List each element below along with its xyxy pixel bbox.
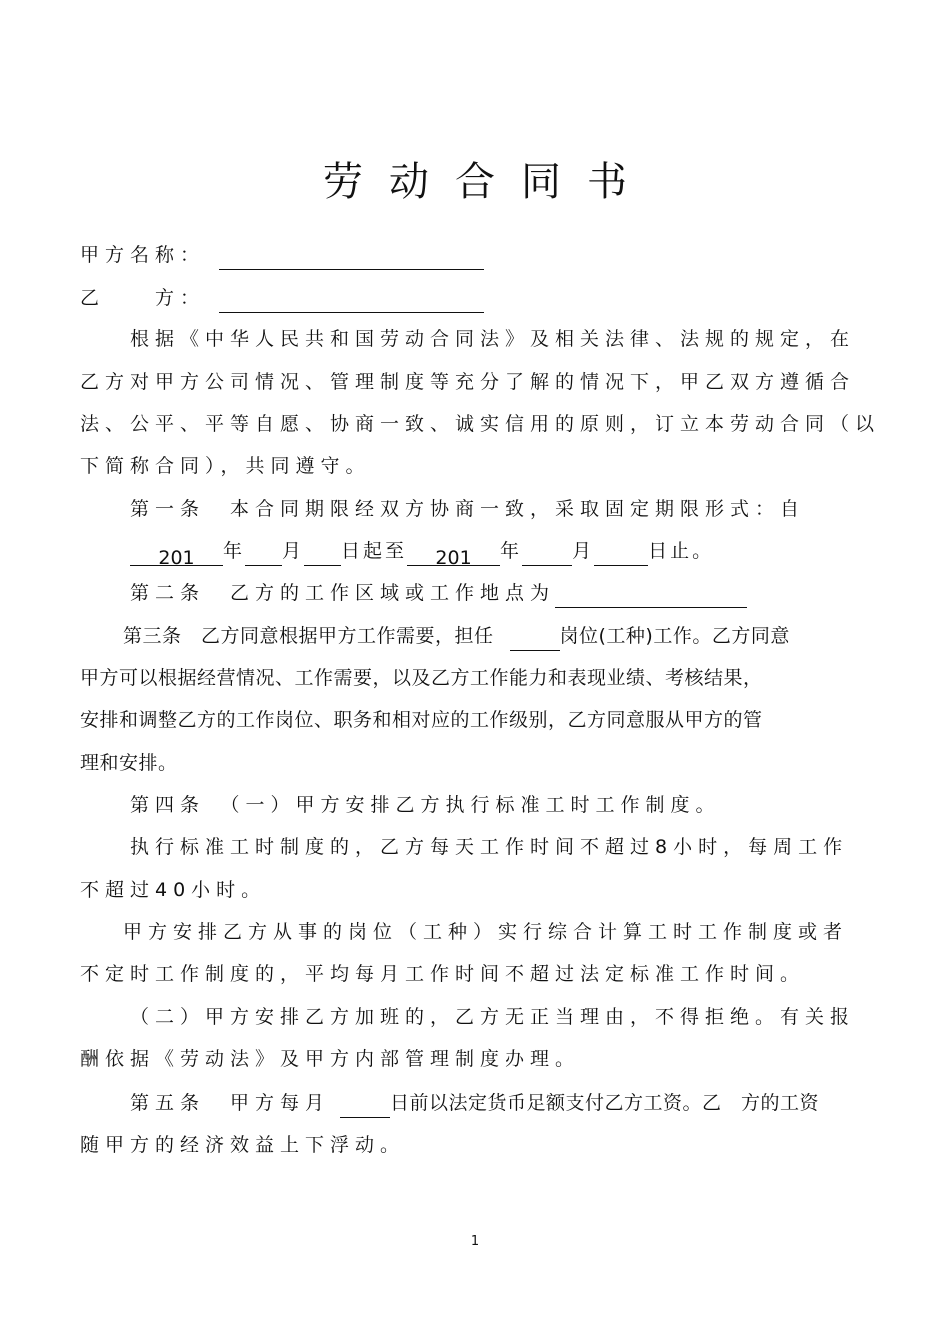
article-4-heading: 第四条 （一）甲方安排乙方执行标准工时工作制度。 [130,794,721,816]
article-4-line-1: 执行标准工时制度的，乙方每天工作时间不超过8小时，每周工作 [130,836,849,858]
preamble-line-2: 乙方对甲方公司情况、管理制度等充分了解的情况下，甲乙双方遵循合 [80,371,856,393]
start-day-field[interactable] [304,543,341,566]
article-4-line-2: 不超过40小时。 [80,879,267,901]
day-start-label: 日起至 [341,540,408,562]
article-5-tail: 日前以法定货币足额支付乙方工资。乙 方的工资 [390,1092,820,1114]
article-3-line-3: 安排和调整乙方的工作岗位、职务和相对应的工作级别，乙方同意服从甲方的管 [80,709,763,731]
end-month-field[interactable] [522,543,572,566]
article-3-tail: 岗位(工种)工作。乙方同意 [559,625,790,647]
year-label-2: 年 [500,540,523,562]
pay-day-field[interactable] [340,1095,390,1118]
year-label: 年 [223,540,246,562]
party-b-line [80,283,484,313]
article-4-line-4: 不定时工作制度的，平均每月工作时间不超过法定标准工作时间。 [80,963,806,985]
document-title: 劳动合同书 [323,159,653,205]
month-label-2: 月 [572,540,595,562]
article-5-line-2: 随甲方的经济效益上下浮动。 [80,1134,406,1156]
preamble-line-3: 法、公平、平等自愿、协商一致、诚实信用的原则，订立本劳动合同（以 [80,413,881,435]
party-b-name-field[interactable] [219,290,484,313]
end-day-field[interactable] [594,543,648,566]
day-end-label: 日止。 [648,540,715,562]
article-4-line-3: 甲方安排乙方从事的岗位（工种）实行综合计算工时工作制度或者 [123,921,849,943]
preamble-line-1: 根据《中华人民共和国劳动合同法》及相关法律、法规的规定，在 [130,328,856,350]
party-a-label: 甲方名称： [80,244,206,266]
end-year-field[interactable]: 201 [407,543,500,566]
party-a-line [80,240,484,270]
position-field[interactable] [510,628,560,651]
article-1-dates [130,536,715,569]
page-number: 1 [470,1234,480,1249]
article-4-line-6: 酬依据《劳动法》及甲方内部管理制度办理。 [80,1048,581,1070]
preamble-line-4: 下简称合同），共同遵守。 [80,455,371,477]
start-month-field[interactable] [245,543,282,566]
article-5-head: 第五条 甲方每月 [130,1092,331,1114]
party-a-name-field[interactable] [219,247,484,270]
article-5-line-1 [130,1088,819,1118]
party-b-label: 乙 方： [80,287,206,309]
article-3-line-4: 理和安排。 [80,752,178,774]
article-1-heading: 第一条 本合同期限经双方协商一致，采取固定期限形式：自 [130,498,806,520]
start-year-field[interactable]: 201 [130,543,223,566]
work-location-field[interactable] [555,585,747,608]
article-4-line-5: （二）甲方安排乙方加班的，乙方无正当理由，不得拒绝。有关报 [130,1006,856,1028]
article-2-text: 第二条 乙方的工作区域或工作地点为 [130,582,556,604]
article-3-line-2: 甲方可以根据经营情况、工作需要，以及乙方工作能力和表现业绩、考核结果， [80,667,763,689]
article-3-line-1 [123,621,790,651]
month-label: 月 [282,540,305,562]
article-3-head: 第三条 乙方同意根据甲方工作需要，担任 [123,625,494,647]
article-2-line [130,578,747,608]
